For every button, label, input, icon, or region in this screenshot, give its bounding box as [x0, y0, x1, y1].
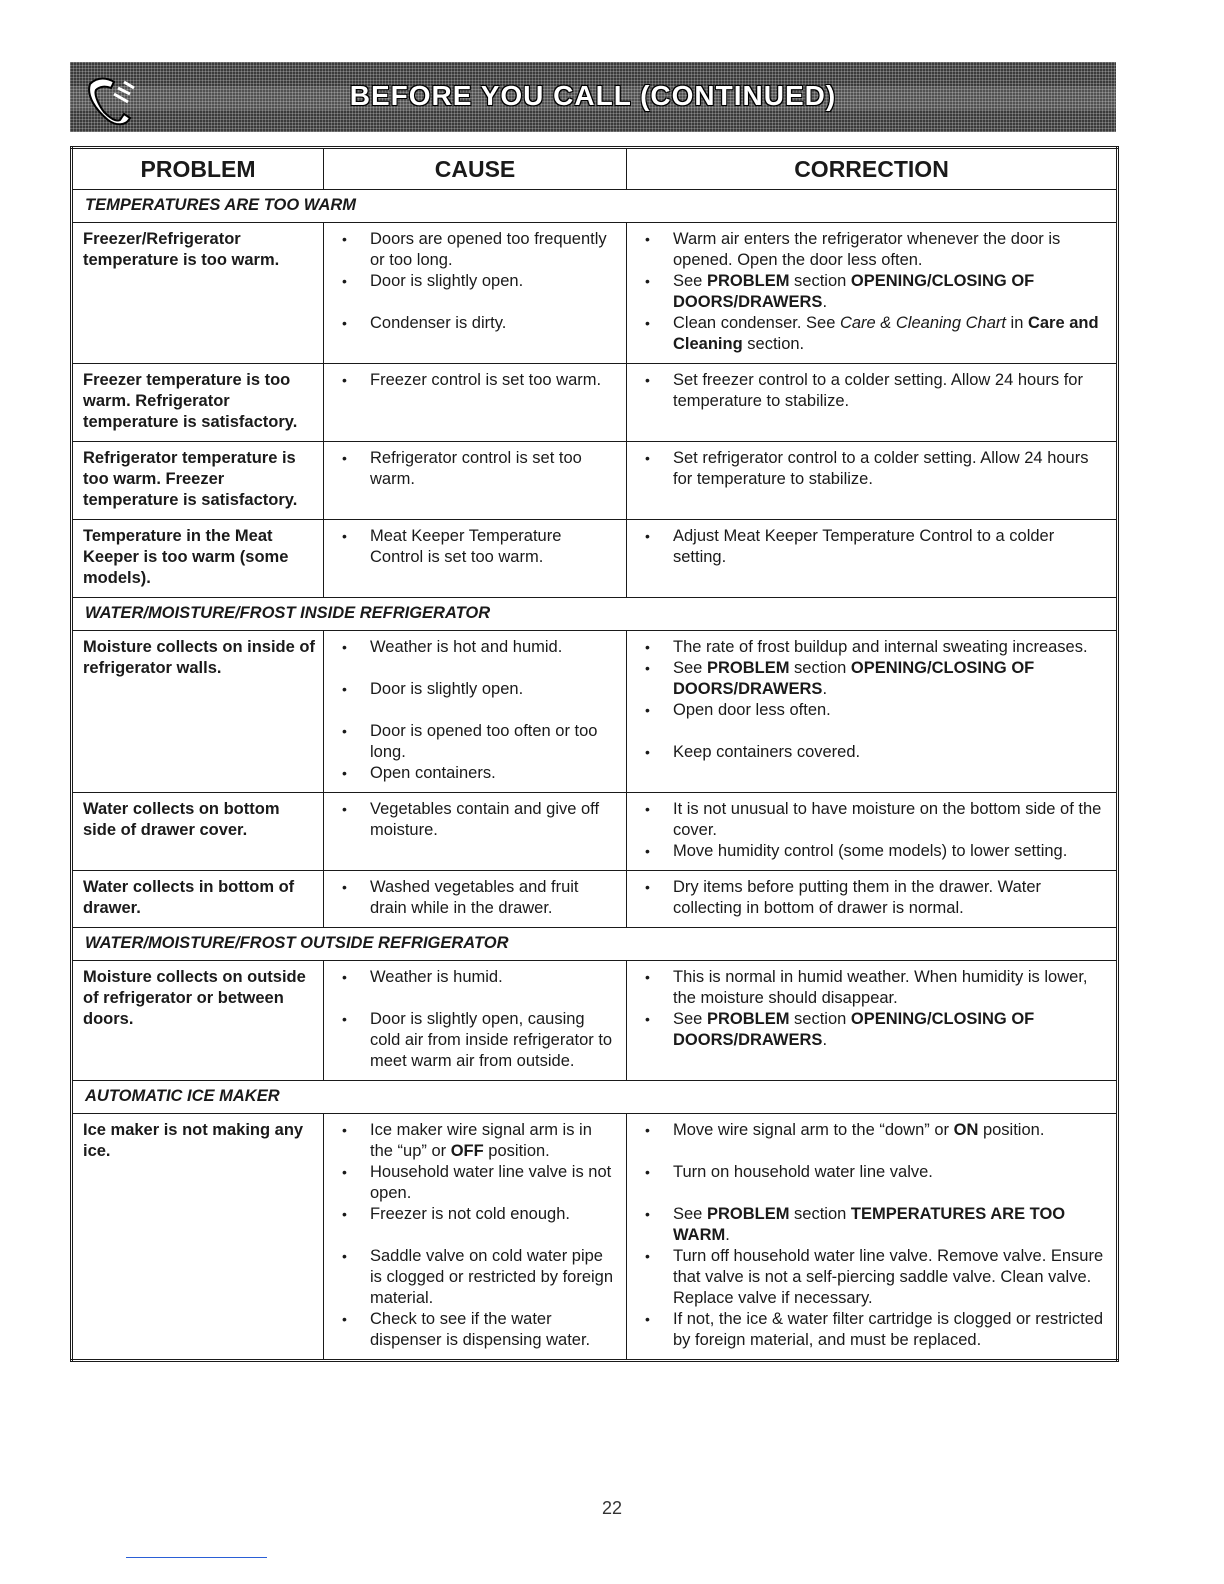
- list-item: • See PROBLEM section OPENING/CLOSING OF DOORS/DRAWERS.: [637, 658, 1108, 700]
- list-item: • Doors are opened too frequently or too long.: [334, 229, 618, 271]
- phone-icon: [84, 74, 138, 128]
- list-item: • This is normal in humid weather. When humidity is lower, the moisture should disappear.: [637, 967, 1108, 1009]
- page-banner: [70, 62, 1116, 132]
- list-item: • Freezer is not cold enough.: [334, 1204, 618, 1225]
- table-row: [72, 442, 1118, 520]
- cause-cell: [324, 631, 627, 793]
- problem-cell: Water collects in bottom of drawer.: [72, 871, 324, 928]
- problem-cell: Water collects on bottom side of drawer cover.: [72, 793, 324, 871]
- list-item: • Saddle valve on cold water pipe is clogged or restricted by foreign material.: [334, 1246, 618, 1309]
- section-heading: AUTOMATIC ICE MAKER: [72, 1081, 1118, 1114]
- correction-cell: [627, 442, 1118, 520]
- list-item: • Weather is hot and humid.: [334, 637, 618, 658]
- table-row: [72, 1114, 1118, 1361]
- list-item: • Condenser is dirty.: [334, 313, 618, 334]
- list-item: • Turn on household water line valve.: [637, 1162, 1108, 1183]
- correction-cell: [627, 793, 1118, 871]
- list-item: • Open containers.: [334, 763, 618, 784]
- table-row: [72, 520, 1118, 598]
- list-item: • Door is opened too often or too long.: [334, 721, 618, 763]
- cause-cell: [324, 520, 627, 598]
- list-item: • Check to see if the water dispenser is dispensing water.: [334, 1309, 618, 1351]
- table-row: [72, 793, 1118, 871]
- list-item: • See PROBLEM section OPENING/CLOSING OF DOORS/DRAWERS.: [637, 271, 1108, 313]
- problem-cell: Temperature in the Meat Keeper is too warm (some models).: [72, 520, 324, 598]
- page-number: 22: [601, 1498, 623, 1518]
- troubleshooting-table: [70, 146, 1116, 1362]
- list-item: • Warm air enters the refrigerator whenever the door is opened. Open the door less often.: [637, 229, 1108, 271]
- table-row: [72, 961, 1118, 1081]
- list-item: • Freezer control is set too warm.: [334, 370, 618, 391]
- list-item: • Household water line valve is not open.: [334, 1162, 618, 1204]
- list-item: • See PROBLEM section TEMPERATURES ARE TOO WARM.: [637, 1204, 1108, 1246]
- list-item: • Move wire signal arm to the “down” or ON position.: [637, 1120, 1108, 1141]
- correction-cell: [627, 961, 1118, 1081]
- list-item: • See PROBLEM section OPENING/CLOSING OF DOORS/DRAWERS.: [637, 1009, 1108, 1051]
- correction-cell: [627, 520, 1118, 598]
- header-cause: CAUSE: [324, 148, 627, 190]
- table-row: [72, 364, 1118, 442]
- list-item: • Clean condenser. See Care & Cleaning Chart in Care and Cleaning section.: [637, 313, 1108, 355]
- header-correction: CORRECTION: [627, 148, 1118, 190]
- correction-cell: [627, 631, 1118, 793]
- problem-cell: Freezer temperature is too warm. Refrigerator temperature is satisfactory.: [72, 364, 324, 442]
- table-row: [72, 871, 1118, 928]
- list-item: • Turn off household water line valve. Remove valve. Ensure that valve is not a self-piercing saddle valve. Clean valve. Replace valve if necessary.: [637, 1246, 1108, 1309]
- section-heading: WATER/MOISTURE/FROST OUTSIDE REFRIGERATOR: [72, 928, 1118, 961]
- correction-cell: [627, 871, 1118, 928]
- section-row: [72, 190, 1118, 223]
- cause-cell: [324, 1114, 627, 1361]
- cause-cell: [324, 364, 627, 442]
- header-problem: PROBLEM: [72, 148, 324, 190]
- list-item: • Meat Keeper Temperature Control is set too warm.: [334, 526, 618, 568]
- correction-cell: [627, 1114, 1118, 1361]
- list-item: • Door is slightly open.: [334, 679, 618, 700]
- table-row: [72, 631, 1118, 793]
- problem-cell: Ice maker is not making any ice.: [72, 1114, 324, 1361]
- section-row: [72, 598, 1118, 631]
- cause-cell: [324, 793, 627, 871]
- banner-title: BEFORE YOU CALL (CONTINUED): [349, 80, 837, 111]
- section-row: [72, 1081, 1118, 1114]
- cause-cell: [324, 442, 627, 520]
- list-item: • Open door less often.: [637, 700, 1108, 721]
- section-row: [72, 928, 1118, 961]
- problem-cell: Freezer/Refrigerator temperature is too warm.: [72, 223, 324, 364]
- list-item: • Adjust Meat Keeper Temperature Control to a colder setting.: [637, 526, 1108, 568]
- cause-cell: [324, 961, 627, 1081]
- list-item: • Refrigerator control is set too warm.: [334, 448, 618, 490]
- list-item: • Keep containers covered.: [637, 742, 1108, 763]
- list-item: • It is not unusual to have moisture on the bottom side of the cover.: [637, 799, 1108, 841]
- list-item: • Washed vegetables and fruit drain while in the drawer.: [334, 877, 618, 919]
- footer-rule: [126, 1557, 267, 1558]
- list-item: • Set refrigerator control to a colder setting. Allow 24 hours for temperature to stabilize.: [637, 448, 1108, 490]
- cause-cell: [324, 223, 627, 364]
- list-item: • Dry items before putting them in the drawer. Water collecting in bottom of drawer is normal.: [637, 877, 1108, 919]
- table-row: [72, 223, 1118, 364]
- list-item: • Door is slightly open.: [334, 271, 618, 292]
- section-heading: TEMPERATURES ARE TOO WARM: [72, 190, 1118, 223]
- section-heading: WATER/MOISTURE/FROST INSIDE REFRIGERATOR: [72, 598, 1118, 631]
- correction-cell: [627, 223, 1118, 364]
- header-row: [72, 148, 1118, 190]
- list-item: • Weather is humid.: [334, 967, 618, 988]
- list-item: • Ice maker wire signal arm is in the “up” or OFF position.: [334, 1120, 618, 1162]
- problem-cell: Moisture collects on outside of refrigerator or between doors.: [72, 961, 324, 1081]
- cause-cell: [324, 871, 627, 928]
- list-item: • Door is slightly open, causing cold air from inside refrigerator to meet warm air from outside.: [334, 1009, 618, 1072]
- list-item: • If not, the ice & water filter cartridge is clogged or restricted by foreign material, and must be replaced.: [637, 1309, 1108, 1351]
- list-item: • The rate of frost buildup and internal sweating increases.: [637, 637, 1108, 658]
- list-item: • Set freezer control to a colder setting. Allow 24 hours for temperature to stabilize.: [637, 370, 1108, 412]
- list-item: • Move humidity control (some models) to lower setting.: [637, 841, 1108, 862]
- list-item: • Vegetables contain and give off moisture.: [334, 799, 618, 841]
- problem-cell: Moisture collects on inside of refrigerator walls.: [72, 631, 324, 793]
- correction-cell: [627, 364, 1118, 442]
- problem-cell: Refrigerator temperature is too warm. Freezer temperature is satisfactory.: [72, 442, 324, 520]
